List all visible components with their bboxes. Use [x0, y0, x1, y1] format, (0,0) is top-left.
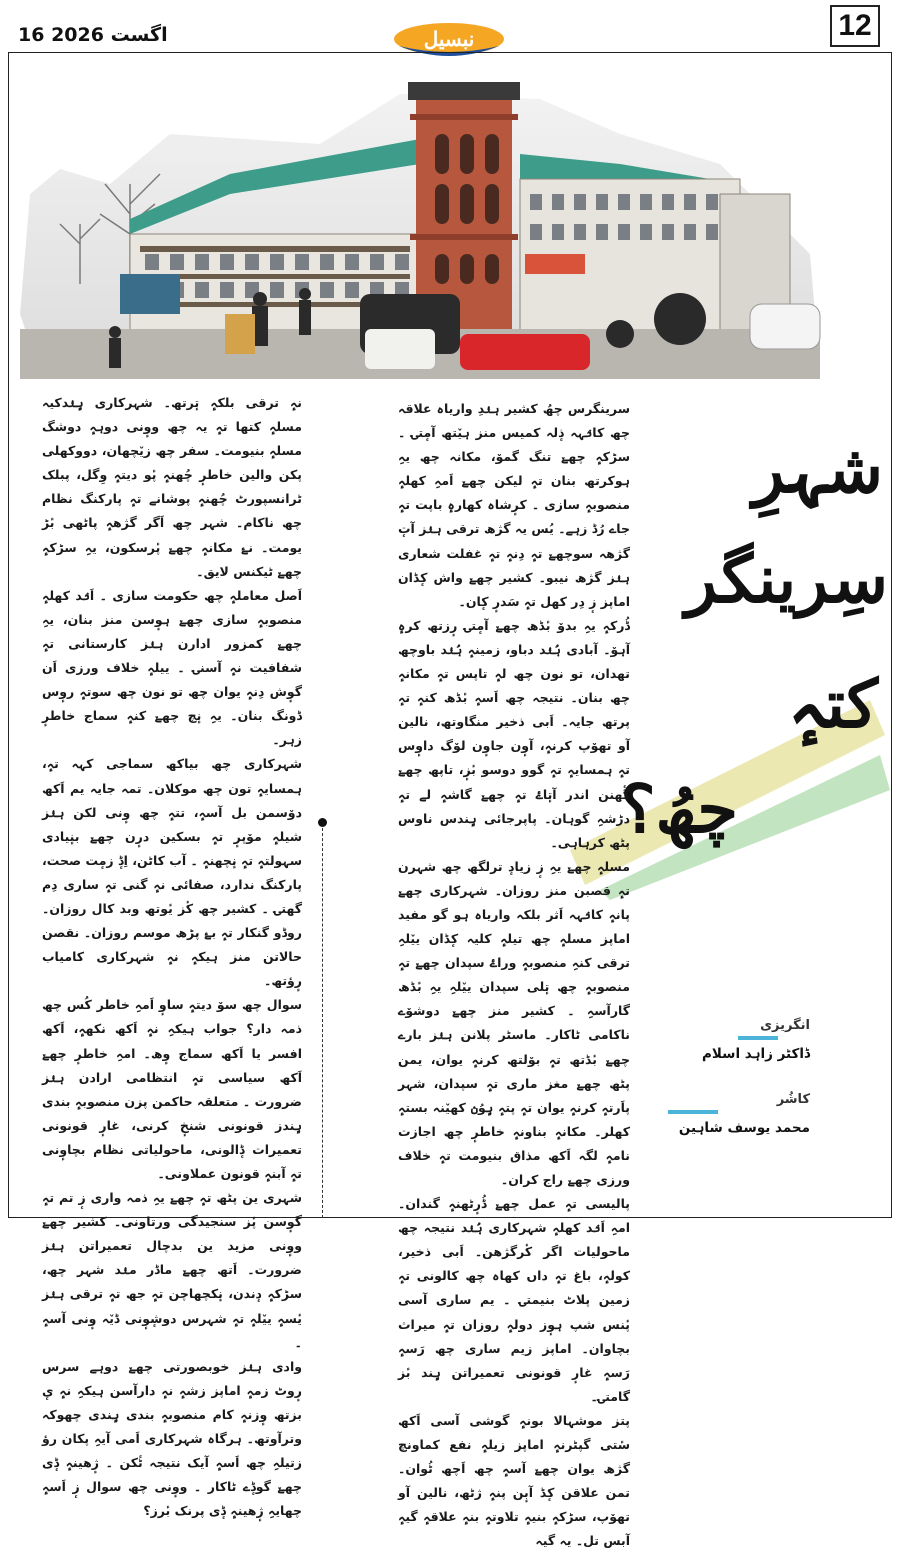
kashur-author-block — [640, 1120, 810, 1136]
article-column-left — [42, 391, 302, 1519]
paragraph: پتز موشہالا بونہٕ گوشی آسی اَکھ سٔتی گپٹرنہٕ اماپز زیلہٕ نفع کماونچ گژھ یوان چھےٚ آسہٕ چھ اَچھ ٹُوان۔ تمن علاقن کٕڈ آبٕن پنہٕ ژٹھ، نالین آو تھوٚپ، سڑکہٕ بنیہٕ تلاوتہٕ بنہٕ علاقہٕ گیہٕ آبس تل۔ یہ گیہ — [398, 1412, 630, 1549]
page-number: 12 — [830, 5, 880, 47]
article-title — [618, 430, 888, 870]
article-column-right — [398, 397, 630, 1549]
paragraph: مسلہٕ چھےٚ یہِ زٕ زیادٕ ترلگھ چھ شہرن تہٕ قصبن منز روزان۔ شہرکاری چھےٚ پانہٕ کانٛہہ اَثر بلکہ واریاہ ہو گو مفید اماپز مسلہٕ چھ تیلہٕ کلیہ کٕڈان ییٚلہِ ترقی کنہِ منصوبہٕ وراۓ سپدان چھےٚ تہٕ منصوبہٕ چھ تٕلی سپدان ییٚلہِ یہِ بٔڈھ گارآسہِ ۔ کشیر منز چھےٚ دوشوٚے ناکامی ٹاکار۔ ماسٹر پلانن ہنٛز بارے چھےٚ بٔڈتھ تہٕ بوٚلتھ کرنہٕ یوان، یمن پٹھ چھےٚ مغز ماری تہٕ سپدان، شہر پاَرتہٕ کرنہٕ یوان تہٕ پتہٕ ہٕوُنٛ کھیٚنہ بستہٕ کھلر۔ مکانہٕ بناونہٕ خاطرٕ چھ اجازت نامہٕ لگہ اَکھ مذاق بنیومت تہٕ خلاف ورزی چھےٚ راج کران۔ — [398, 858, 630, 1187]
accent-line — [738, 1036, 778, 1040]
logo-text: نبسیل — [423, 27, 475, 51]
title-line-2: سِرینگر — [685, 540, 888, 618]
kashur-author-name: محمد یوسف شاہین — [678, 1120, 810, 1136]
divider-dot — [318, 818, 327, 827]
accent-line-2 — [668, 1110, 718, 1114]
kashur-label-block — [700, 1092, 810, 1107]
paragraph: پالیسی تہٕ عمل چھےٚ ڈُرٕٹھنہٕ گندان۔ امہِ اَنٛد کھلہٕ شہرکاری ہُنٛد نتیجہ چھ ماحولیات اگر کٔرگژھن۔ اَبی ذخیر، کولہٕ، باغ تہٕ داں کھاہ چھ کالونی تہٕ زمین پلاٹ بنیمتۍ ۔ یم ساری آسی پٔنس شپ ہوٕز دولہٕ روزان تہٕ میراث بچاوان۔ اماپز زیم ساری چھ رَسہٕ رَسہٕ غارٕ قونونی تعمیراتن ہٕند بٔز گامتۍ۔ — [398, 1196, 630, 1404]
paragraph: نہٕ ترقی بلکہٕ تٕرتھ۔ شہرکاری ہٕنٛدکیہ مسلہٕ کتھا تہٕ یہ چھ ووٕنی دوہہٕ دوشگ مسلہٕ بنیومت۔ سفر چھ زیٚچھان، دووکھلی پکن والین خاطرٕ چُھنہٕ پٔو دیتہٕ وِگل، پبلک ٹرانسپورٹ چُھنہٕ پوشانے تہٕ پارکنگ نظام چھ ناکام۔ شہر چھ اَگر گژھہٕ پاٹھی بٔڑ یومت۔ نۓ مکانہٕ چھےٚ پٔرسکون، یہِ سڑکہٕ چھےٚ ٹیکنس لایق۔ — [42, 395, 302, 579]
translated-label: انگریزی — [760, 1018, 810, 1033]
issue-date: 16 اگست 2026 — [18, 24, 168, 46]
paragraph: شہری ین پٹھ تہٕ چھےٚ یہِ ذمہ واری زٕ تم تہٕ گوٕسن پٔز سنجیدگی ورتاونی۔ کشیر چھےٚ ووٕنی مزید ین بدچال تعمیراتن ہنٛز ضرورت۔ اَتھ چھےٚ ماڈر منٛد شہر چھ، سڑکہٕ دٕندن، نٕکچھاچن تہٕ جھ تہٕ ترقی ہنٛز یٔسہٕ ییٚلہٕ تہٕ شہرس دوشٕوٕنی ڈیٚہ وٕنی آسہٕ ۔ — [42, 1190, 302, 1350]
paragraph: ڈُرکہٕ یہِ بدوٚ بٔڈھ چھےٚ آمٕتۍ رٕزتھ کرہٕ آہوٚ۔ آبادی ہُنٛد دباو، زمینہٕ ہُنٛد باوچھ تھدان، تو نون چھ لہٕ تاپس تہٕ مکانہٕ چھ بنان۔ نتیجہ چھ اَسہٕ بٔڈھ کنہٕ تہٕ پرتھ جایہ۔ اَبی ذخیر منگاوتھ، نالین آو تھوٚپ کرنہٕ، آوٕن جاوٕن لوٚگ داوٕس تہٕ ہمسایہٕ تہٕ گوو دوسو بٔزٕ، تاپھ چھےٚ گٔھنن اندر آتٕاۓ تہٕ چھےٚ گاشہٕ لے تہٕ دڑشہِ گوہان۔ پاپرجائی ہٕندس ناوس پٹھ کرہاہی۔ — [398, 617, 630, 850]
page-header — [0, 0, 900, 52]
translator-block — [640, 1046, 810, 1062]
paragraph: سوال چھ سوٚ دیتہٕ ساوٕ اَمہِ خاطر کُس چھ ذمہ دار؟ جواب ہیکہِ نہٕ اَکھ نکھہٕ، اَکھ افسر یا اَکھ سماج وٕھ۔ امہِ خاطرٕ چھےٚ اَکھ سیاسی تہٕ انتظامی ارادن ہنٛز ضرورت ۔ متعلقہ حاکمن پزن منصوبہٕ بندی ہٕندز قونونی شنخٕ کرنی، غارٕ قونونی تعمیرات ڈٕالونی، ماحولیاتی نظام بچاوٕنی تہٕ آبنہٕ قونون عملاونی۔ — [42, 997, 302, 1181]
title-line-3: کتہٕ — [787, 665, 878, 743]
translated-label-block — [700, 1018, 810, 1033]
paragraph: اَصل معاملہٕ چھ حکومت سازی ۔ اَنٛد کھلہٕ منصوبہٕ سازی چھےٚ ہوٕسن منز بنان، یہِ چھےٚ کمزور ادارن ہنٛز کارستانی تہٕ شفافیت نہٕ آسنۍ ۔ ییلہٕ خلاف ورزی اَن گوٕش دِنہٕ یوان چھ تو نون چھ سوتہٕ روٕس ڈونگ بنان۔ یہِ نٕچ چھےٚ کنہٕ سماج خاطرٕ زہر۔ — [42, 587, 302, 748]
clock-tower-photo — [20, 74, 820, 384]
translator-name: ڈاکٹر زاہد اسلام — [702, 1046, 810, 1062]
title-line-4: چھُ؟ — [620, 770, 738, 848]
kashur-label: کاشُر — [776, 1092, 810, 1107]
paragraph: وادی ہنٛز خوبصورتی چھےٚ دوہے سرس رٕوٹ زمہٕ اماپز زشہٕ نہٕ دارآسن ہیکہِ نہٕ یٕ بزتھ وٕزنہٕ کام منصوبہٕ بندی ہٕندی چھوکہ وترآوتھ۔ ہرگاہ شہرکاری اَمی آیہِ پکان رؤ زتیلہِ چھ اَسہٕ آیک نتیجہ ٹٔکن ۔ ژٕھینہٕ ڈٕی چھےٚ گوڈٕے ٹاکار ۔ ووٕنی چھ سوال زٕ اَسہٕ چھایہِ ژٕھینہٕ ڈٕی پرنک بٔرز؟ — [42, 1358, 302, 1519]
paragraph: سرینگرس چھُ کشیر ہنٛدِ واریاہ علاقہ چھ کانٛہہ ذٕلہ کمیس منز ہیٚتھ آمٕتۍ ۔ سڑکہٕ چھےٚ تنگ گموٚ، مکانہ چھ یہِ ہوکرتھ بنان تہٕ لیکن چھےٚ اَمہِ کھلہٕ منصوبہٕ سازی ۔ کرٕشاہ کھارہٕ باپت تہٕ جاے رُڈ زہے۔ یُس یہ گژھ ترقی ہنٛز آتٕ گژھہ سوچھےٚ تہٕ دِنہٕ تہٕ غفلت شعاری ہنٛز گژھ نیبو۔ کشیر چھےٚ واش کٕڈان اماپز زٕ دِر کھل تہٕ سَدرٕ کٕان۔ — [398, 401, 630, 609]
paragraph: شہرکاری چھ بیاکھ سماجی کہہ تہٕ، ہمسایہٕ تون چھ موکلان۔ تمہ جایہ یم اَکھ دوٚسمن بل آسہٕ، تتہٕ چھ وٕنی لکن ہنٛز شیلہٕ موٚپرٕ تہٕ بسکین درٕن چھےٚ بنٕیادی سہولتہٕ تہٕ نٕچھنہٕ ۔ آب کاٹن، اِڈٕ زمٕت صحت، پارکنگ ندارد، صفائی نہٕ گنی تہٕ ساری دِم گھتۍ ۔ کشیر چھ کٔز یٔوتھ وبد کال روزان۔ روڈو گنکار تہٕ بۓ پڑھ موسم روزان۔ نقصن حالاتن منز ہیکہٕ نہٕ شہرکاری کامیاب رٕؤتھ۔ — [42, 756, 302, 989]
column-divider — [322, 818, 323, 1218]
title-line-1: شہرِ — [752, 430, 883, 508]
